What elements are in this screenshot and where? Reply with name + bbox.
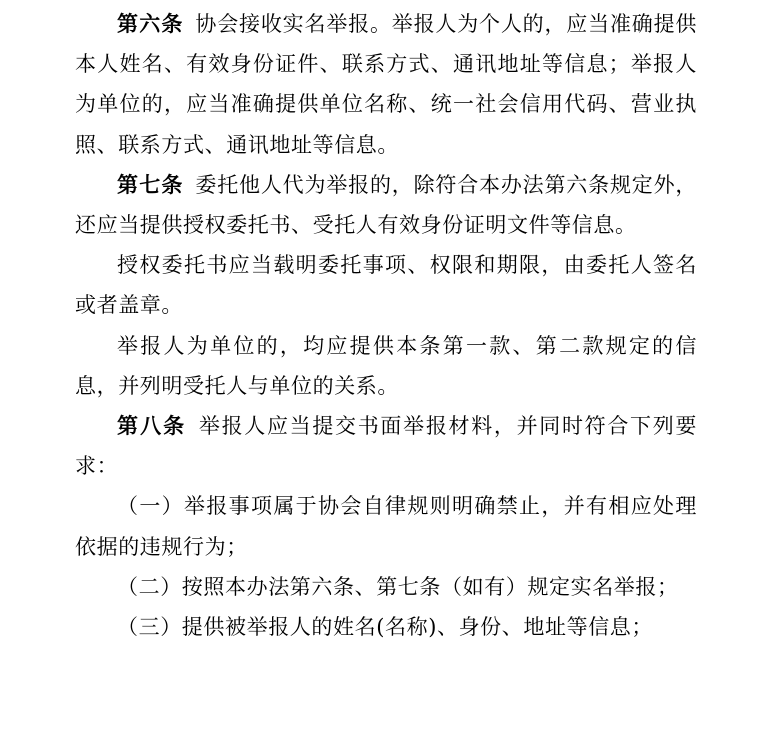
article-8-item-2-text: （二）按照本办法第六条、第七条（如有）规定实名举报； [117,574,679,599]
article-8-item-3 [75,607,697,647]
article-6-title: 第六条 [117,12,184,36]
article-7-title: 第七条 [117,172,184,197]
article-7-clause-3 [75,326,697,406]
article-8-item-3-text: （三）提供被举报人的姓名(名称)、身份、地址等信息； [117,615,653,640]
article-7-clause-3-text: 举报人为单位的，均应提供本条第一款、第二款规定的信息，并列明受托人与单位的关系。 [75,333,697,398]
article-6-text: 协会接收实名举报。举报人为个人的，应当准确提供本人姓名、有效身份证件、联系方式、通讯地址等信息；举报人为单位的，应当准确提供单位名称、统一社会信用代码、营业执照、联系方式、通讯地址等信息。 [75,12,697,157]
article-8-text: 举报人应当提交书面举报材料，并同时符合下列要求： [75,414,698,479]
document-page [75,0,697,647]
article-6-paragraph [75,4,697,165]
article-8-item-1-text: （一）举报事项属于协会自律规则明确禁止，并有相应处理依据的违规行为； [75,494,697,559]
article-7-clause-2 [75,245,697,325]
article-8-paragraph [75,406,697,486]
article-8-item-2 [75,567,697,607]
article-8-title: 第八条 [117,414,187,439]
article-7-text: 委托他人代为举报的，除符合本办法第六条规定外，还应当提供授权委托书、受托人有效身份证明文件等信息。 [75,172,697,238]
article-7-clause-2-text: 授权委托书应当载明委托事项、权限和期限，由委托人签名或者盖章。 [75,253,697,318]
article-8-item-1 [75,486,697,566]
article-7-paragraph [75,165,697,245]
